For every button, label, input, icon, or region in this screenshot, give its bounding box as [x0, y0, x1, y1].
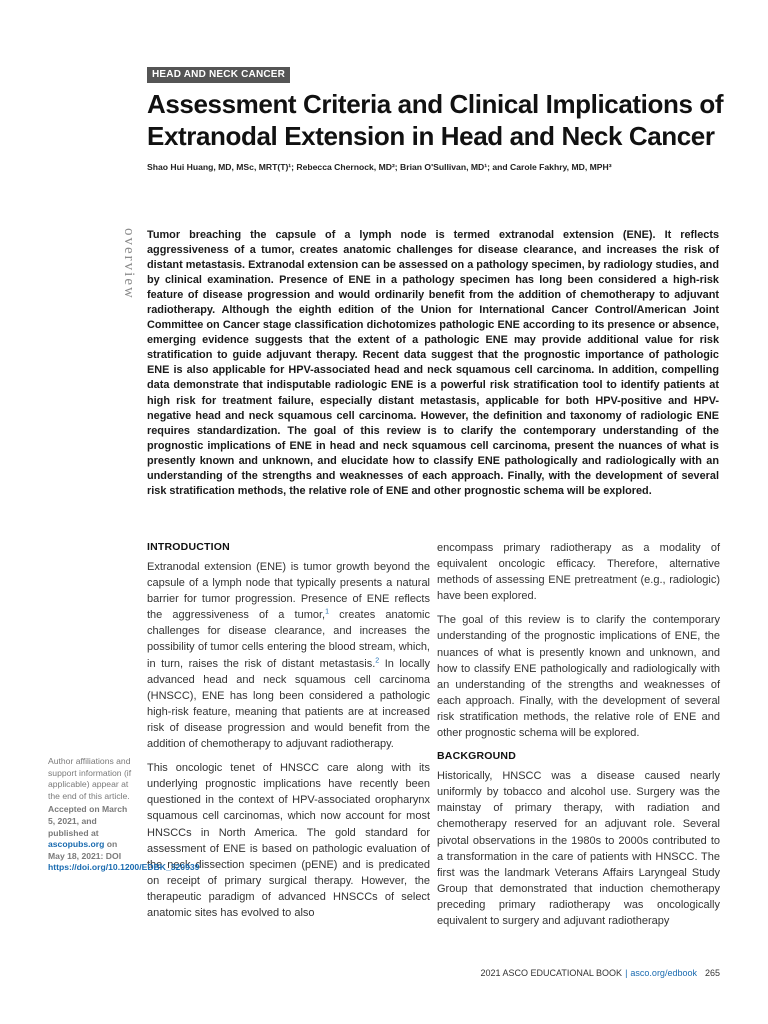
column-right: [437, 540, 720, 937]
intro-text-a: Extranodal extension (ENE) is tumor growth beyond the capsule of a lymph node that typically presents a natural barrier for tumor progression. Presence of ENE reflects the aggressiveness of a tumor,: [147, 561, 430, 622]
introduction-heading: INTRODUCTION: [147, 541, 230, 553]
accepted-text-b: on May 18, 2021: DOI: [48, 839, 122, 861]
intro-text-b: creates anatomic challenges for disease clearance, and increases the possibility of tumor cells entering the blood stream, which, in turn, raises the risk of distant metastasis.: [147, 609, 430, 670]
doi-link[interactable]: https://doi.org/10.1200/EDBK_320939: [48, 862, 200, 873]
introduction-paragraph-1: [147, 559, 430, 752]
introduction-paragraph-2: This oncologic tenet of HNSCC care along with its underlying prognostic implications have recently been questioned in the context of HPV-associated oropharynx squamous cell carcinomas, which now account for most HNSCCs in North America. The gold standard for assessment of ENE is based on pathologic evaluation of the neck dissection specimen (pENE) and is predicated on receipt of primary surgical therapy. However, the therapeutic paradigm of advanced HNSCCs of select anatomic sites has evolved to also: [147, 762, 430, 919]
body-paragraph-continued: encompass primary radiotherapy as a modality of equivalent oncologic efficacy. Therefore, alternative methods of assessing ENE pretreatment (e.g., radiologic) have been explored.: [437, 542, 720, 603]
page-footer: [481, 967, 720, 979]
accepted-text-a: Accepted on March 5, 2021, and published at: [48, 804, 128, 838]
publication-note: [48, 804, 200, 874]
article-title: Assessment Criteria and Clinical Implications of Extranodal Extension in Head and Neck Cancer: [147, 89, 724, 151]
reference-link-1[interactable]: 1: [325, 608, 330, 616]
footer-url-link[interactable]: asco.org/edbook: [630, 968, 697, 978]
article-info-sidebar: [48, 756, 200, 876]
affiliations-note: Author affiliations and support information (if applicable) appear at the end of this article.: [48, 756, 132, 801]
abstract: Tumor breaching the capsule of a lymph node is termed extranodal extension (ENE). It reflects aggressiveness of a tumor, creates anatomic challenges for disease clearance, and increases the risk of distant metastasis. Extranodal extension can be assessed on a pathology specimen, by radiology studies, and by clinical examination. Presence of ENE in a pathology specimen has long been considered a high-risk feature of disease progression and would ordinarily benefit from the addition of chemotherapy to adjuvant radiotherapy. Although the eighth edition of the Union for International Cancer Control/American Joint Committee on Cancer stage classification dichotomizes pathologic ENE according to its presence or absence, emerging evidence suggests that the extent of a pathologic ENE may provide additional value for risk stratification to guide adjuvant therapy. Recent data suggest that the prognostic importance of pathologic ENE is also applicable for HPV-associated head and neck squamous cell carcinoma. In addition, compelling data demonstrate that indisputable radiologic ENE is a powerful risk stratification tool to identify patients at high risk for treatment failure, especially distant metastasis, applicable for both HPV-positive and HPV-negative head and neck squamous cell carcinoma. However, the definition and taxonomy of radiologic ENE requires standardization. The goal of this review is to clarify the contemporary understanding of the prognostic implications of ENE in head and neck squamous cell carcinoma, present the nuances of what is presently known and unknown, and elucidate how to classify ENE pathologically and radiologically with an understanding of the strengths and weaknesses of each approach. Finally, with the development of several risk stratification methods, the relative role of ENE and other prognostic schema will be explored.: [147, 229, 719, 497]
author-list: Shao Hui Huang, MD, MSc, MRT(T)¹; Rebecca Chernock, MD²; Brian O'Sullivan, MD¹; and Carole Fakhry, MD, MPH³: [147, 162, 612, 172]
overview-side-label: overview: [121, 228, 137, 300]
page-number: 265: [704, 968, 720, 978]
goal-paragraph: The goal of this review is to clarify the contemporary understanding of the prognostic implications of ENE, the nuances of what is presently known and unknown, and how to classify ENE pathologically and radiologically with an understanding of the strengths and weaknesses of each approach. Finally, with the development of several risk stratification methods, the relative role of ENE and other prognostic schema will be explored.: [437, 614, 720, 740]
section-tag: HEAD AND NECK CANCER: [147, 67, 290, 83]
background-paragraph: Historically, HNSCC was a disease caused nearly uniformly by tobacco and alcohol use. Surgery was the mainstay of primary therapy, with radiation and chemotherapy reserved for an adjuvant role. Several pivotal observations in the 1980s to 2000s contributed to a transformation in the care of patients with HNSCC. The first was the landmark Veterans Affairs Laryngeal Study Group that demonstrated that induction chemotherapy preceding primary radiotherapy was oncologically equivalent to surgery and adjuvant radiotherapy: [437, 770, 720, 927]
footer-separator: |: [625, 968, 628, 978]
background-heading: BACKGROUND: [437, 750, 516, 763]
ascopubs-link[interactable]: ascopubs.org: [48, 839, 105, 850]
intro-text-c: In locally advanced head and neck squamous cell carcinoma (HNSCC), ENE has long been considered a pathologic high-risk feature, meaning that patients are at increased risk of disease progression and would benefit from the addition of chemotherapy to adjuvant radiotherapy.: [147, 657, 430, 751]
reference-link-2[interactable]: 2: [375, 656, 380, 664]
footer-book-title: 2021 ASCO EDUCATIONAL BOOK: [480, 968, 623, 978]
